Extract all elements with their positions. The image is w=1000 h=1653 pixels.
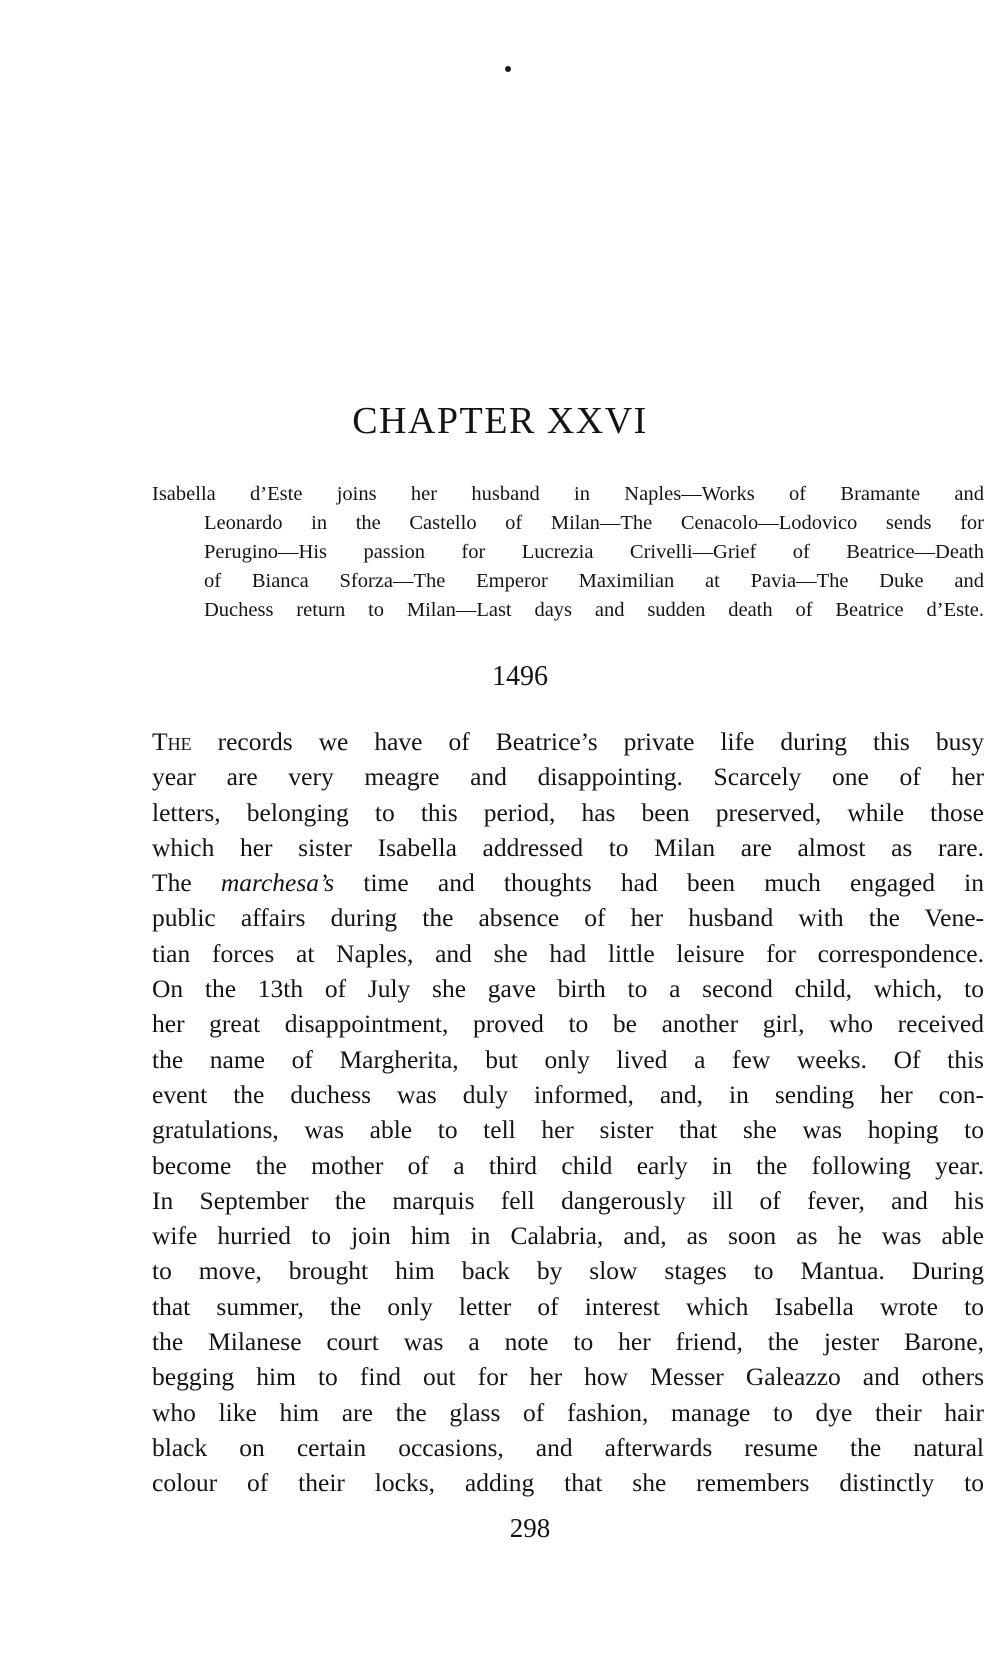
body-line: her great disappointment, proved to be another girl, who received bbox=[152, 1009, 984, 1039]
body-line: event the duchess was duly informed, and, in sending her con- bbox=[152, 1079, 984, 1109]
body-line: wife hurried to join him in Calabria, and, as soon as he was able bbox=[152, 1221, 984, 1251]
body-line: who like him are the glass of fashion, manage to dye their hair bbox=[152, 1397, 984, 1427]
summary-line: Duchess return to Milan—Last days and sudden death of Beatrice d’Este. bbox=[204, 599, 984, 621]
italic-term: marchesa’s bbox=[220, 868, 335, 898]
body-line: public affairs during the absence of her husband with the Vene- bbox=[152, 903, 984, 933]
body-line: In September the marquis fell dangerously ill of fever, and his bbox=[152, 1185, 984, 1215]
body-line: the Milanese court was a note to her friend, the jester Barone, bbox=[152, 1327, 984, 1357]
body-line: which her sister Isabella addressed to Milan are almost as rare. bbox=[152, 832, 984, 862]
body-line: the name of Margherita, but only lived a few weeks. Of this bbox=[152, 1044, 984, 1074]
summary-line: Leonardo in the Castello of Milan—The Cenacolo—Lodovico sends for bbox=[204, 512, 984, 534]
body-line: black on certain occasions, and afterwards resume the natural bbox=[152, 1432, 984, 1462]
body-line bbox=[152, 724, 984, 759]
summary-line: Isabella d’Este joins her husband in Naples—Works of Bramante and bbox=[152, 483, 984, 505]
opening-word: The bbox=[152, 727, 192, 756]
body-line: to move, brought him back by slow stages to Mantua. During bbox=[152, 1256, 984, 1286]
body-line: letters, belonging to this period, has been preserved, while those bbox=[152, 797, 984, 827]
body-paragraph bbox=[152, 724, 984, 1501]
body-line: begging him to find out for her how Messer Galeazzo and others bbox=[152, 1362, 984, 1392]
body-line: that summer, the only letter of interest which Isabella wrote to bbox=[152, 1291, 984, 1321]
body-line bbox=[152, 865, 984, 900]
body-line: year are very meagre and disappointing. Scarcely one of her bbox=[152, 762, 984, 792]
printer-mark bbox=[505, 66, 511, 72]
year-heading: 1496 bbox=[492, 661, 548, 692]
summary-line: Perugino—His passion for Lucrezia Crivelli—Grief of Beatrice—Death bbox=[204, 541, 984, 563]
body-line-text: time and thoughts had been much engaged in bbox=[363, 868, 985, 898]
chapter-summary bbox=[152, 480, 984, 625]
body-line: become the mother of a third child early in the following year. bbox=[152, 1150, 984, 1180]
body-line: colour of their locks, adding that she remembers distinctly to bbox=[152, 1468, 984, 1498]
summary-line: of Bianca Sforza—The Emperor Maximilian at Pavia—The Duke and bbox=[204, 570, 984, 592]
body-line: On the 13th of July she gave birth to a second child, which, to bbox=[152, 974, 984, 1004]
body-line-text: The bbox=[152, 868, 192, 898]
body-line-text: records we have of Beatrice’s private life during this busy bbox=[217, 727, 984, 756]
page-number: 298 bbox=[509, 1513, 551, 1543]
body-line: gratulations, was able to tell her sister that she was hoping to bbox=[152, 1115, 984, 1145]
chapter-title: CHAPTER XXVI bbox=[352, 400, 648, 442]
body-line: tian forces at Naples, and she had little leisure for correspondence. bbox=[152, 938, 984, 968]
